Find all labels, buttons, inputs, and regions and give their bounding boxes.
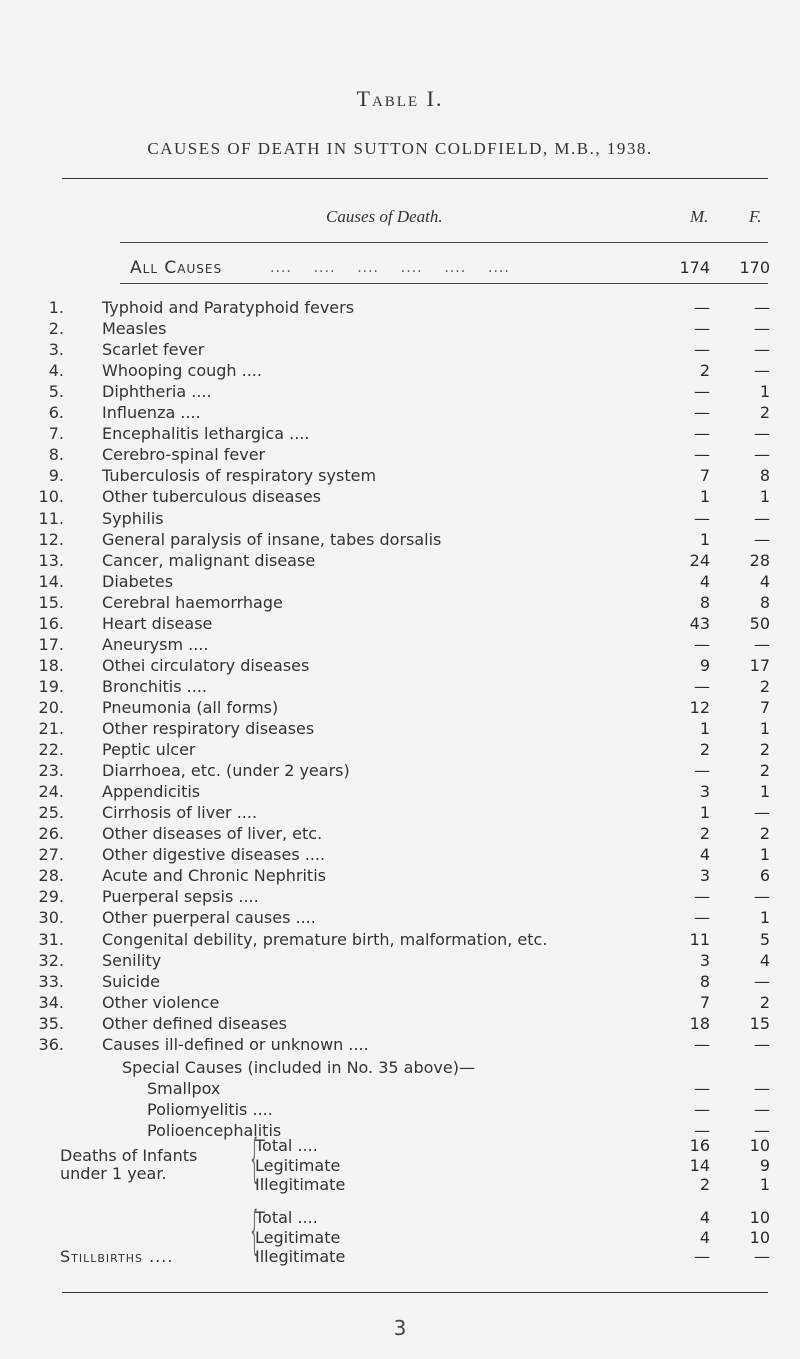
row-number: 30. xyxy=(38,908,64,928)
female-count: 10 xyxy=(749,1136,770,1155)
row-number: 2. xyxy=(48,319,64,339)
all-causes-row xyxy=(0,256,800,280)
row-number: 1. xyxy=(48,298,64,317)
female-count: 1 xyxy=(759,845,770,865)
male-count: — xyxy=(694,1121,710,1140)
table-subtitle: CAUSES OF DEATH IN SUTTON COLDFIELD, M.B., 1938. xyxy=(147,139,653,158)
male-count: 2 xyxy=(699,824,710,844)
female-count: 2 xyxy=(759,740,770,760)
male-count: — xyxy=(694,1247,710,1266)
cause-label: Other puerperal causes .... xyxy=(102,908,316,928)
cause-label: Diabetes xyxy=(102,571,174,591)
male-count: 9 xyxy=(699,655,710,675)
male-count: — xyxy=(694,298,710,317)
column-header-male: M. xyxy=(690,207,709,226)
male-count: 1 xyxy=(699,803,710,823)
female-count: — xyxy=(754,424,770,444)
cause-label: General paralysis of insane, tabes dorsalis xyxy=(102,529,442,549)
cause-label: Other respiratory diseases xyxy=(102,719,315,738)
top-rule xyxy=(62,178,768,179)
cause-label: Cirrhosis of liver .... xyxy=(102,803,258,823)
row-number: 11. xyxy=(38,508,64,528)
female-count: — xyxy=(754,1034,770,1054)
infants-group-line1: Deaths of Infants xyxy=(60,1146,198,1165)
row-number: 5. xyxy=(48,382,64,402)
cause-label: Typhoid and Paratyphoid fevers xyxy=(102,298,355,317)
cause-label: Total .... xyxy=(255,1208,318,1227)
male-count: 7 xyxy=(699,466,710,486)
row-number: 12. xyxy=(38,529,64,549)
cause-label: Polioencephalitis xyxy=(147,1121,282,1140)
male-count: — xyxy=(694,908,710,928)
female-count: 4 xyxy=(759,571,770,591)
row-number: 32. xyxy=(38,950,64,970)
female-count: 1 xyxy=(759,487,770,507)
cause-label: Causes ill-defined or unknown .... xyxy=(102,1034,369,1054)
male-count: 7 xyxy=(699,992,710,1012)
male-count: 8 xyxy=(699,592,710,612)
male-count: 4 xyxy=(699,1227,710,1247)
row-number: 3. xyxy=(48,340,64,360)
male-count: — xyxy=(694,676,710,696)
female-count: 2 xyxy=(759,761,770,781)
male-count: — xyxy=(694,1034,710,1054)
page-number: 3 xyxy=(393,1316,407,1340)
female-count: 15 xyxy=(749,1013,770,1033)
cause-label: Smallpox xyxy=(147,1079,221,1098)
row-number: 14. xyxy=(38,571,64,591)
all-causes-female: 170 xyxy=(739,258,770,277)
male-count: 11 xyxy=(689,929,710,949)
row-number: 31. xyxy=(38,929,64,949)
cause-label: Encephalitis lethargica .... xyxy=(102,424,310,444)
male-count: 16 xyxy=(689,1136,710,1155)
male-count: 2 xyxy=(699,740,710,760)
cause-label: Other violence xyxy=(102,992,220,1012)
cause-label: Cerebral haemorrhage xyxy=(102,592,283,612)
female-count: 17 xyxy=(749,655,770,675)
female-count: 2 xyxy=(759,992,770,1012)
male-count: 3 xyxy=(699,950,710,970)
cause-label: Diphtheria .... xyxy=(102,382,212,402)
cause-label: Heart disease xyxy=(102,613,213,633)
row-number: 4. xyxy=(48,361,64,381)
cause-label: Legitimate xyxy=(255,1155,341,1175)
male-count: 1 xyxy=(699,529,710,549)
male-count: 8 xyxy=(699,971,710,991)
female-count: — xyxy=(754,319,770,339)
female-count: 1 xyxy=(759,382,770,402)
female-count: — xyxy=(754,1247,770,1266)
male-count: 1 xyxy=(699,487,710,507)
cause-label: Diarrhoea, etc. (under 2 years) xyxy=(102,761,350,781)
male-count: — xyxy=(694,761,710,781)
column-header-cause: Causes of Death. xyxy=(326,207,443,226)
male-count: 3 xyxy=(699,866,710,886)
male-count: — xyxy=(694,1100,710,1119)
all-causes-label: All Causes xyxy=(130,258,223,278)
female-count: 1 xyxy=(759,782,770,802)
cause-label: Scarlet fever xyxy=(102,340,205,360)
cause-label: Illegitimate xyxy=(255,1247,346,1266)
male-count: 1 xyxy=(699,719,710,738)
row-number: 34. xyxy=(38,992,64,1012)
row-number: 26. xyxy=(38,824,64,844)
cause-label: Cerebro-spinal fever xyxy=(102,445,266,465)
cause-label: Influenza .... xyxy=(102,403,201,423)
cause-label: Illegitimate xyxy=(255,1175,346,1194)
female-count: 10 xyxy=(749,1227,770,1247)
cause-label: Peptic ulcer xyxy=(102,740,196,760)
male-count: 18 xyxy=(689,1013,710,1033)
cause-label: Aneurysm .... xyxy=(102,634,209,654)
male-count: 3 xyxy=(699,782,710,802)
row-number: 28. xyxy=(38,866,64,886)
table-row xyxy=(0,1033,800,1057)
female-count: — xyxy=(754,340,770,360)
cause-label: Legitimate xyxy=(255,1227,341,1247)
row-number: 10. xyxy=(38,487,64,507)
female-count: 2 xyxy=(759,676,770,696)
female-count: — xyxy=(754,803,770,823)
male-count: — xyxy=(694,403,710,423)
table-row xyxy=(0,1245,800,1269)
male-count: 4 xyxy=(699,845,710,865)
row-number: 9. xyxy=(48,466,64,486)
female-count: — xyxy=(754,361,770,381)
cause-label: Othei circulatory diseases xyxy=(102,655,310,675)
female-count: 28 xyxy=(749,550,770,570)
female-count: — xyxy=(754,1121,770,1140)
cause-label: Other tuberculous diseases xyxy=(102,487,321,507)
female-count: 7 xyxy=(759,697,770,717)
cause-label: Congenital debility, premature birth, malformation, etc. xyxy=(102,929,548,949)
female-count: — xyxy=(754,887,770,907)
female-count: — xyxy=(754,529,770,549)
female-count: 1 xyxy=(759,1175,770,1194)
brace-icon: { xyxy=(248,1201,261,1261)
female-count: — xyxy=(754,971,770,991)
male-count: 2 xyxy=(699,1175,710,1194)
row-number: 24. xyxy=(38,782,64,802)
female-count: — xyxy=(754,298,770,317)
cause-label: Syphilis xyxy=(102,508,164,528)
all-causes-male: 174 xyxy=(679,258,710,277)
row-number: 16. xyxy=(38,613,64,633)
female-count: 50 xyxy=(749,613,770,633)
cause-label: Bronchitis .... xyxy=(102,676,207,696)
male-count: — xyxy=(694,887,710,907)
female-count: 1 xyxy=(759,908,770,928)
male-count: 2 xyxy=(699,361,710,381)
row-number: 22. xyxy=(38,740,64,760)
row-number: 13. xyxy=(38,550,64,570)
male-count: — xyxy=(694,634,710,654)
header-rule xyxy=(120,242,768,243)
cause-label: Cancer, malignant disease xyxy=(102,550,316,570)
bottom-rule xyxy=(62,1292,768,1293)
cause-label: Other diseases of liver, etc. xyxy=(102,824,323,844)
male-count: — xyxy=(694,340,710,360)
male-count: 14 xyxy=(689,1155,710,1175)
stillbirths-group-label: Stillbirths .... xyxy=(60,1247,174,1266)
row-number: 33. xyxy=(38,971,64,991)
female-count: 8 xyxy=(759,466,770,486)
cause-label: Suicide xyxy=(102,971,160,991)
female-count: — xyxy=(754,1100,770,1119)
female-count: 9 xyxy=(759,1155,770,1175)
male-count: — xyxy=(694,424,710,444)
cause-label: Other defined diseases xyxy=(102,1013,287,1033)
infants-group-line2: under 1 year. xyxy=(60,1164,167,1183)
cause-label: Pneumonia (all forms) xyxy=(102,697,279,717)
female-count: — xyxy=(754,445,770,465)
female-count: 1 xyxy=(759,719,770,738)
male-count: 4 xyxy=(699,1208,710,1227)
cause-label: Appendicitis xyxy=(102,782,201,802)
special-heading: Special Causes (included in No. 35 above)— xyxy=(122,1058,475,1077)
row-number: 19. xyxy=(38,676,64,696)
male-count: 24 xyxy=(689,550,710,570)
female-count: — xyxy=(754,508,770,528)
cause-label: Puerperal sepsis .... xyxy=(102,887,259,907)
female-count: 6 xyxy=(759,866,770,886)
row-number: 23. xyxy=(38,761,64,781)
column-header-female: F. xyxy=(749,207,762,226)
female-count: 2 xyxy=(759,824,770,844)
row-number: 35. xyxy=(38,1013,64,1033)
cause-label: Other digestive diseases .... xyxy=(102,845,326,865)
female-count: 10 xyxy=(749,1208,770,1227)
male-count: — xyxy=(694,1079,710,1098)
row-number: 18. xyxy=(38,655,64,675)
row-number: 27. xyxy=(38,845,64,865)
row-number: 15. xyxy=(38,592,64,612)
male-count: — xyxy=(694,319,710,339)
cause-label: Acute and Chronic Nephritis xyxy=(102,866,326,886)
cause-label: Poliomyelitis .... xyxy=(147,1100,273,1119)
female-count: 8 xyxy=(759,592,770,612)
cause-label: Tuberculosis of respiratory system xyxy=(102,466,377,486)
male-count: — xyxy=(694,508,710,528)
female-count: — xyxy=(754,634,770,654)
female-count: 5 xyxy=(759,929,770,949)
row-number: 36. xyxy=(38,1034,64,1054)
cause-label: Measles xyxy=(102,319,167,339)
male-count: 12 xyxy=(689,697,710,717)
row-number: 17. xyxy=(38,634,64,654)
table-row xyxy=(0,1173,800,1197)
cause-label: Whooping cough .... xyxy=(102,361,262,381)
female-count: 2 xyxy=(759,403,770,423)
cause-label: Senility xyxy=(102,950,162,970)
brace-icon: { xyxy=(248,1129,261,1189)
table-title: Table I. xyxy=(356,86,444,111)
cause-label: Total .... xyxy=(255,1136,318,1155)
male-count: — xyxy=(694,382,710,402)
row-number: 29. xyxy=(38,887,64,907)
row-number: 20. xyxy=(38,697,64,717)
male-count: 43 xyxy=(689,613,710,633)
all-causes-rule xyxy=(120,283,768,284)
row-number: 8. xyxy=(48,445,64,465)
row-number: 25. xyxy=(38,803,64,823)
row-number: 6. xyxy=(48,403,64,423)
row-number: 7. xyxy=(48,424,64,444)
row-number: 21. xyxy=(38,719,64,738)
female-count: 4 xyxy=(759,950,770,970)
leader-dots: .... .... .... .... .... .... xyxy=(270,260,510,276)
female-count: — xyxy=(754,1079,770,1098)
male-count: 4 xyxy=(699,571,710,591)
male-count: — xyxy=(694,445,710,465)
